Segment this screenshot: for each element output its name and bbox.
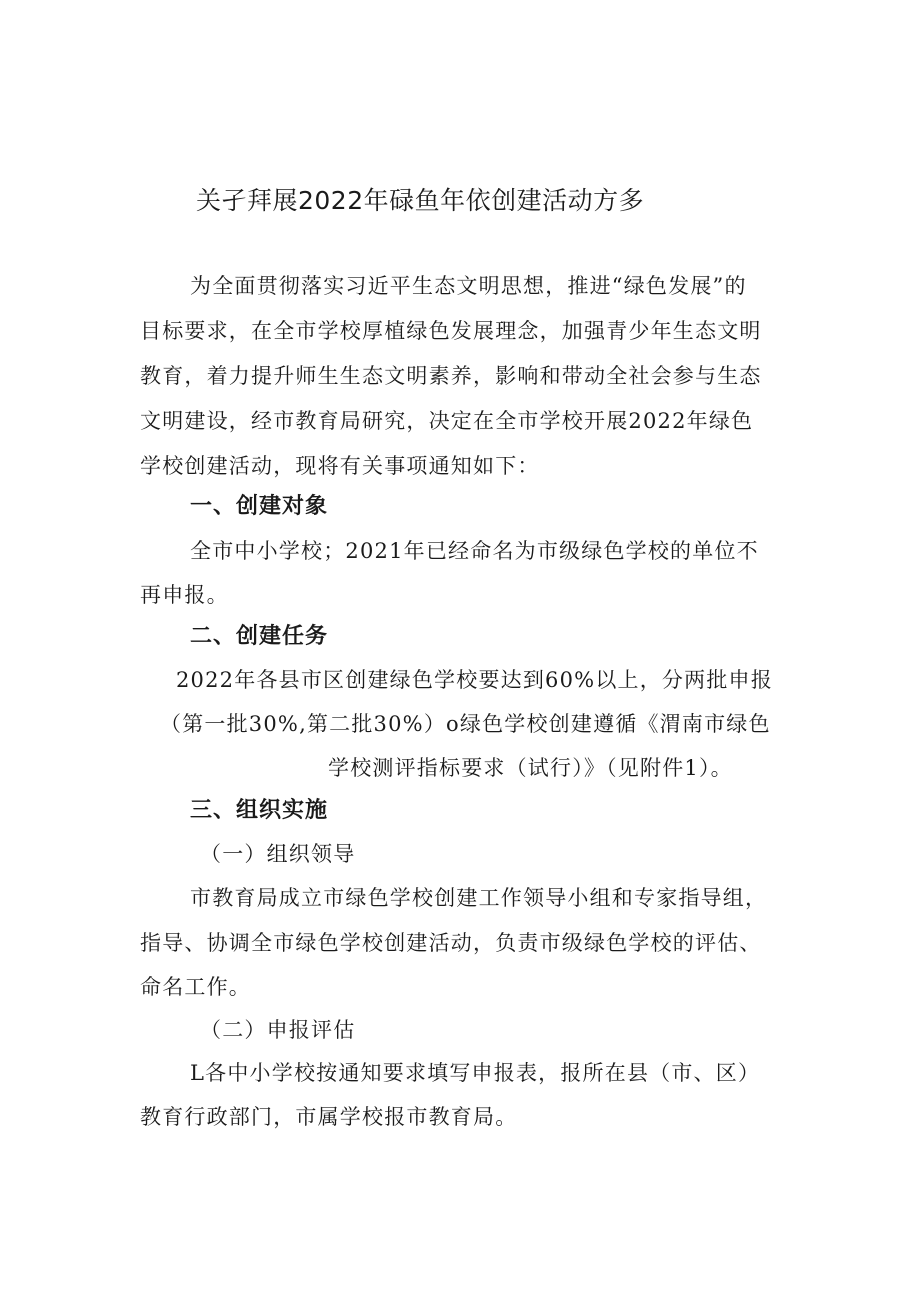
intro-line-2: 目标要求，在全市学校厚植绿色发展理念，加强青少年生态文明 — [140, 319, 762, 343]
section-3-heading: 三、组织实施 — [190, 798, 329, 823]
sub-1-line-3: 命名工作。 — [140, 975, 251, 999]
sub-1-heading: （一）组织领导 — [200, 842, 356, 866]
sub-2-line-1: L各中小学校按通知要求填写申报表，报所在县（市、区） — [190, 1061, 761, 1085]
section-2-line-3: 学校测评指标要求（试行）》（见附件1）。 — [328, 756, 733, 780]
section-1-line-1: 全市中小学校；2021年已经命名为市级绿色学校的单位不 — [190, 539, 759, 563]
section-1-line-2: 再申报。 — [140, 583, 229, 607]
sub-2-heading: （二）申报评估 — [200, 1018, 356, 1042]
section-2-line-1: 2022年各县市区创建绿色学校要达到60%以上，分两批申报 — [176, 668, 773, 692]
section-2-line-2: （第一批30%,第二批30%）o绿色学校创建遵循《渭南市绿色 — [160, 712, 771, 736]
sub-2-line-2: 教育行政部门，市属学校报市教育局。 — [140, 1105, 518, 1129]
intro-line-4: 文明建设，经市教育局研究，决定在全市学校开展2022年绿色 — [140, 409, 754, 433]
sub-1-line-1: 市教育局成立市绿色学校创建工作领导小组和专家指导组， — [190, 886, 768, 910]
sub-1-line-2: 指导、协调全市绿色学校创建活动，负责市级绿色学校的评估、 — [140, 931, 762, 955]
section-2-heading: 二、创建任务 — [190, 624, 329, 649]
document-title: 关孑拜展2022年碌鱼年依创建活动方多 — [196, 186, 645, 215]
intro-line-5: 学校创建活动，现将有关事项通知如下： — [140, 454, 540, 478]
intro-line-1: 为全面贯彻落实习近平生态文明思想，推进“绿色发展”的 — [190, 274, 747, 298]
section-1-heading: 一、创建对象 — [190, 494, 329, 519]
intro-line-3: 教育，着力提升师生生态文明素养，影响和带动全社会参与生态 — [140, 364, 762, 388]
